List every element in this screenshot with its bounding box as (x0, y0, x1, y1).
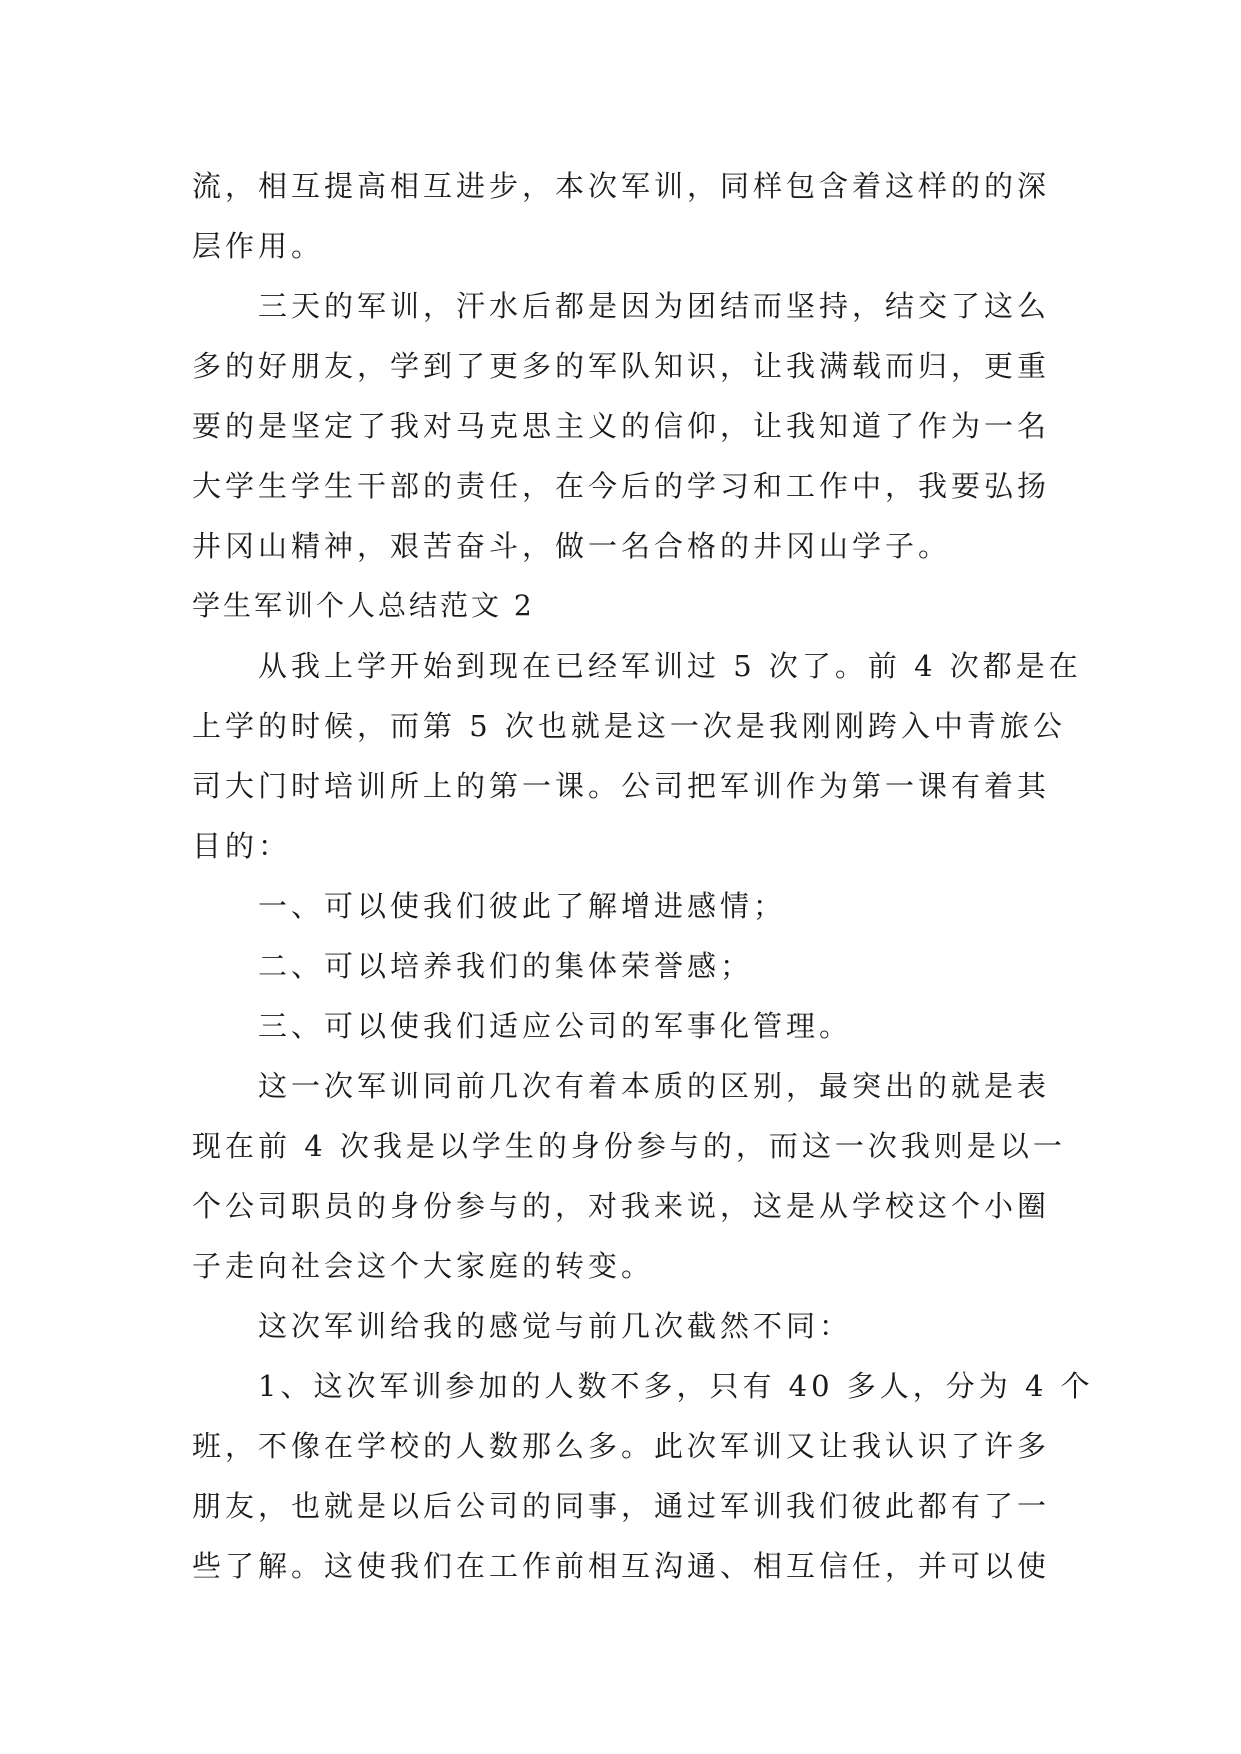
text-line: 些了解。这使我们在工作前相互沟通、相互信任，并可以使 (192, 1549, 1051, 1583)
text-line: 上学的时候，而第 5 次也就是这一次是我刚刚跨入中青旅公 (192, 709, 1066, 743)
text-line: 司大门时培训所上的第一课。公司把军训作为第一课有着其 (192, 769, 1051, 803)
text-line: 流，相互提高相互进步，本次军训，同样包含着这样的的深 (192, 169, 1051, 203)
text-line: 这次军训给我的感觉与前几次截然不同： (258, 1309, 853, 1343)
document-body (192, 156, 1094, 1596)
text-line: 井冈山精神，艰苦奋斗，做一名合格的井冈山学子。 (192, 529, 952, 563)
text-line: 这一次军训同前几次有着本质的区别，最突出的就是表 (258, 1069, 1051, 1103)
text-line: 一、可以使我们彼此了解增进感情； (258, 889, 787, 923)
paragraph (192, 636, 1082, 876)
text-line: 现在前 4 次我是以学生的身份参与的，而这一次我则是以一 (192, 1129, 1066, 1163)
list-item (192, 876, 1052, 936)
paragraph (192, 1056, 1066, 1296)
paragraph-continued (192, 156, 1052, 276)
text-line: 个公司职员的身份参与的，对我来说，这是从学校这个小圈 (192, 1189, 1051, 1223)
list-item (192, 996, 1052, 1056)
text-line: 三、可以使我们适应公司的军事化管理。 (258, 1009, 853, 1043)
text-line: 三天的军训，汗水后都是因为团结而坚持，结交了这么 (258, 289, 1051, 323)
text-line: 多的好朋友，学到了更多的军队知识，让我满载而归，更重 (192, 349, 1051, 383)
text-line: 1、这次军训参加的人数不多，只有 40 多人，分为 4 个 (258, 1369, 1094, 1403)
paragraph (192, 276, 1052, 576)
text-line: 子走向社会这个大家庭的转变。 (192, 1249, 655, 1283)
text-line: 朋友，也就是以后公司的同事，通过军训我们彼此都有了一 (192, 1489, 1051, 1523)
text-line: 层作用。 (192, 229, 325, 263)
text-line: 要的是坚定了我对马克思主义的信仰，让我知道了作为一名 (192, 409, 1051, 443)
paragraph (192, 1296, 1052, 1356)
section-heading: 学生军训个人总结范文 2 (192, 589, 535, 622)
paragraph (192, 1356, 1094, 1596)
text-line: 大学生学生干部的责任，在今后的学习和工作中，我要弘扬 (192, 469, 1051, 503)
text-line: 二、可以培养我们的集体荣誉感； (258, 949, 754, 983)
list-item (192, 936, 1052, 996)
text-line: 从我上学开始到现在已经军训过 5 次了。前 4 次都是在 (258, 649, 1082, 683)
text-line: 班，不像在学校的人数那么多。此次军训又让我认识了许多 (192, 1429, 1051, 1463)
text-line: 目的： (192, 829, 292, 863)
